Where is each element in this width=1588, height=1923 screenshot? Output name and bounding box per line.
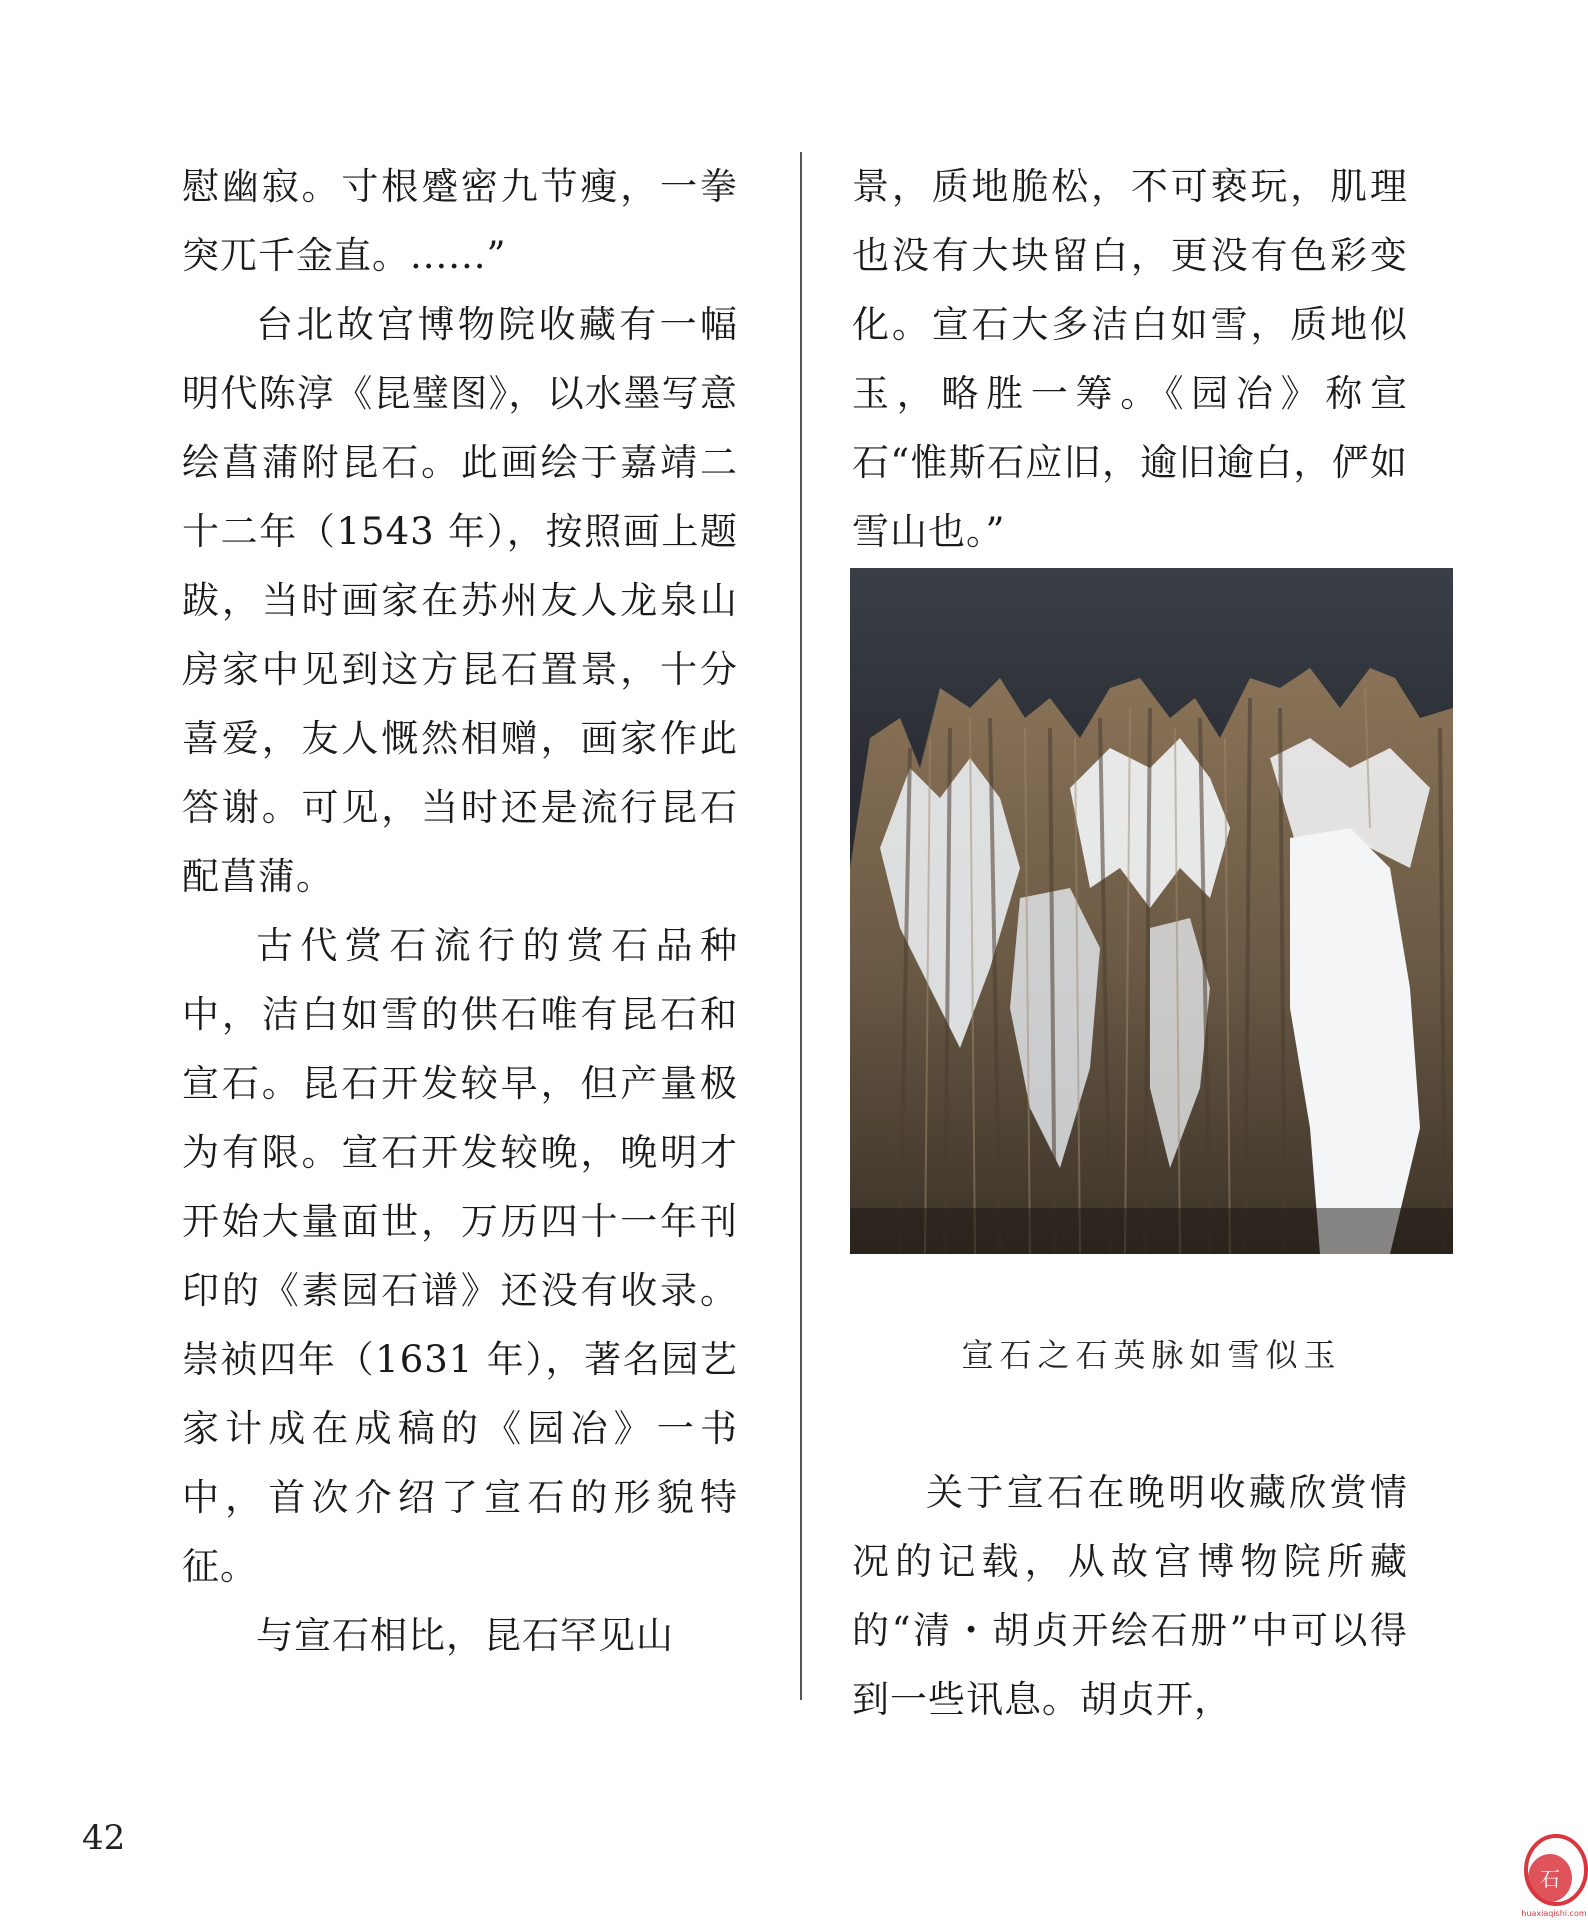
logo-mark-text: 石 bbox=[1540, 1867, 1560, 1891]
page-number: 42 bbox=[82, 1818, 126, 1858]
logo-url-text: huaxiaqishi.com bbox=[1521, 1909, 1587, 1918]
left-text-column bbox=[182, 152, 738, 1670]
photo-caption: 宣石之石英脉如雪似玉 bbox=[961, 1336, 1342, 1374]
right-paragraph-2: 关于宣石在晚明收藏欣赏情况的记载，从故宫博物院所藏的“清・胡贞开绘石册”中可以得到一些讯息。胡贞开， bbox=[852, 1471, 1408, 1721]
left-paragraph-2: 台北故宫博物院收藏有一幅明代陈淳《昆璧图》，以水墨写意绘菖蒲附昆石。此画绘于嘉靖二十二年（1543 年），按照画上题跋，当时画家在苏州友人龙泉山房家中见到这方昆石置景，十分喜爱，友人慨然相赠，画家作此答谢。可见，当时还是流行昆石配菖蒲。 bbox=[182, 303, 738, 898]
site-logo bbox=[1520, 1828, 1588, 1919]
left-paragraph-4: 与宣石相比，昆石罕见山 bbox=[256, 1614, 674, 1657]
right-text-column-bottom bbox=[852, 1458, 1408, 1734]
right-text-column-top bbox=[852, 152, 1408, 566]
left-paragraph-1: 慰幽寂。寸根蹙密九节瘦，一拳突兀千金直。......” bbox=[182, 165, 738, 277]
column-divider bbox=[800, 152, 802, 1700]
left-paragraph-3: 古代赏石流行的赏石品种中，洁白如雪的供石唯有昆石和宣石。昆石开发较早，但产量极为有限。宣石开发较晚，晚明才开始大量面世，万历四十一年刊印的《素园石谱》还没有收录。崇祯四年（1631 年），著名园艺家计成在成稿的《园冶》一书中，首次介绍了宣石的形貌特征。 bbox=[182, 924, 738, 1588]
stone-photo bbox=[850, 568, 1453, 1254]
right-paragraph-1: 景，质地脆松，不可亵玩，肌理也没有大块留白，更没有色彩变化。宣石大多洁白如雪，质地似玉，略胜一筹。《园冶》称宣石“惟斯石应旧，逾旧逾白，俨如雪山也。” bbox=[852, 165, 1408, 553]
